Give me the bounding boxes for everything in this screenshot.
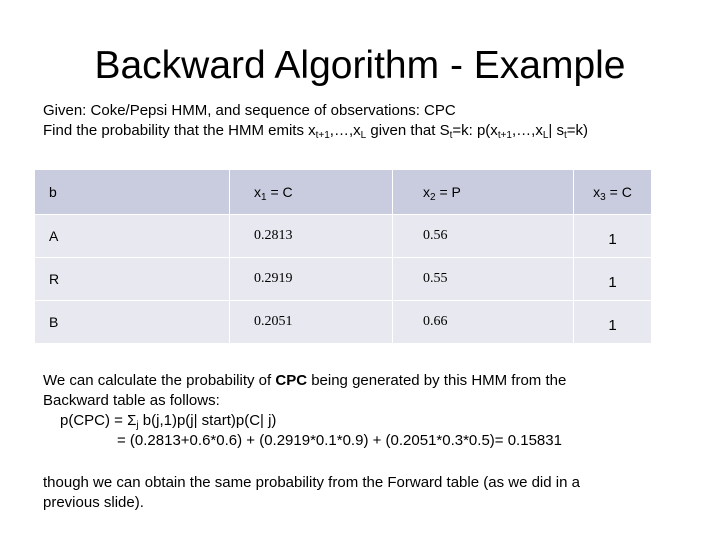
find-sub: t	[563, 130, 567, 141]
find-text: =k: p(x	[452, 122, 498, 139]
given-block	[43, 101, 588, 141]
table-cell: 0.55	[393, 258, 574, 301]
find-text: ,…,x	[512, 122, 543, 139]
table-row	[35, 215, 652, 258]
table-cell: 0.2051	[230, 301, 393, 344]
find-text: ,…,x	[329, 122, 361, 139]
column-header: $x_2 = P$	[393, 170, 574, 215]
table-cell: 0.66	[393, 301, 574, 344]
column-header: $x_1 = C$	[230, 170, 393, 215]
table-cell: 1	[574, 215, 652, 258]
backward-table	[34, 169, 652, 344]
table-row	[35, 301, 652, 344]
note-line: though we can obtain the same probability from the Forward table (as we did in a	[43, 474, 580, 491]
table-cell: 1	[574, 258, 652, 301]
row-label: B	[35, 301, 230, 344]
find-sub: t	[449, 130, 453, 141]
row-label: R	[35, 258, 230, 301]
slide-title: Backward Algorithm - Example	[94, 44, 626, 87]
table-header-row	[35, 170, 652, 215]
note-line: previous slide).	[43, 494, 144, 511]
find-text: Find the probability that the HMM emits x	[43, 122, 316, 139]
find-sub: L	[360, 130, 367, 141]
table-cell: 0.2919	[230, 258, 393, 301]
column-header: $x_3 = C$	[574, 170, 652, 215]
explanation-line: We can calculate the probability of CPC being generated by this HMM from the	[43, 372, 567, 389]
given-line: Given: Coke/Pepsi HMM, and sequence of observations: CPC	[43, 102, 456, 119]
find-sub: t+1	[315, 130, 330, 141]
find-text: =k)	[566, 122, 589, 139]
find-text: | s	[548, 122, 564, 139]
formula-line: $p(CPC) = \Sigma_j$ b(j,1)p(j| start)p(C| j)	[60, 412, 277, 431]
find-sub: t+1	[497, 130, 512, 141]
find-text: given that S	[366, 122, 450, 139]
table-cell: 0.56	[393, 215, 574, 258]
find-sub: L	[542, 130, 549, 141]
row-label: A	[35, 215, 230, 258]
table-cell: 1	[574, 301, 652, 344]
table-cell: 0.2813	[230, 215, 393, 258]
find-line	[43, 121, 588, 141]
corner-cell: b	[35, 170, 230, 215]
table-row	[35, 258, 652, 301]
explanation-line: Backward table as follows:	[43, 392, 220, 409]
explanation-block	[43, 371, 683, 513]
formula-result-line: = (0.2813+0.6*0.6) + (0.2919*0.1*0.9) + (0.2051*0.3*0.5)= 0.15831	[117, 432, 562, 449]
